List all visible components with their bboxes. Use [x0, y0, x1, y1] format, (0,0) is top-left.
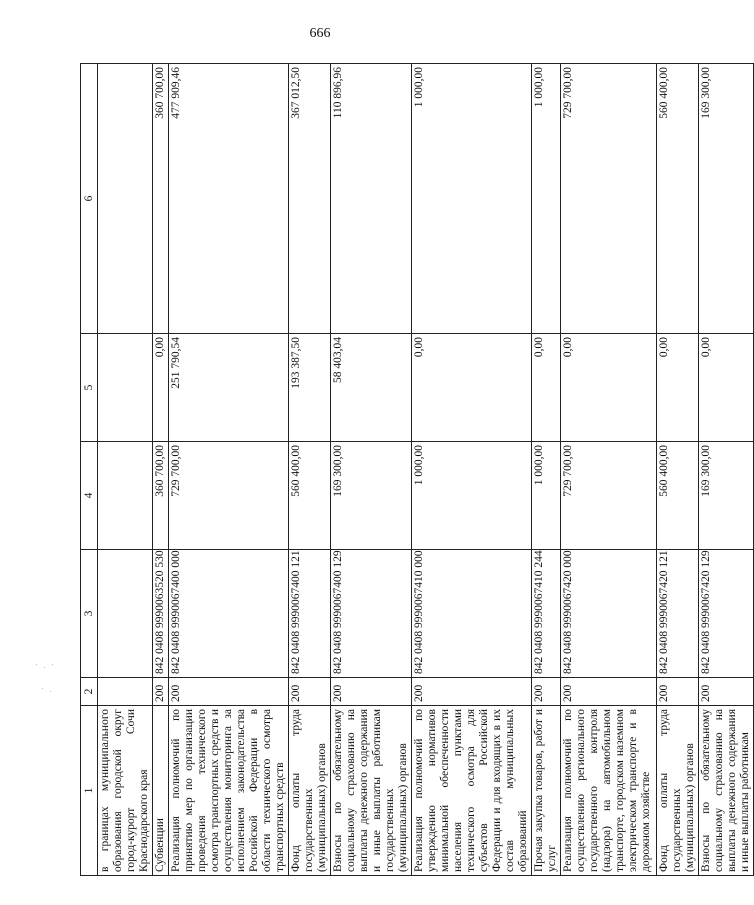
row-value-col6: 729 700,00: [561, 64, 657, 334]
table-row: [98, 64, 153, 876]
row-value-col5: 0,00: [699, 334, 754, 442]
row-value-col4: 360 700,00: [153, 442, 169, 550]
scan-speck: [50, 691, 51, 692]
scan-speck: [44, 667, 45, 668]
row-value-col5: 0,00: [412, 334, 532, 442]
row-value-col4: 1 000,00: [412, 442, 532, 550]
table-row: [699, 64, 754, 876]
row-classification-code: 842 0408 9990067400 121: [289, 550, 331, 678]
table-row: [153, 64, 169, 876]
row-value-col6: 477 909,46: [169, 64, 289, 334]
row-value-col6: 1 000,00: [532, 64, 561, 334]
column-header: 5: [81, 334, 98, 442]
row-admin-code: 200: [532, 678, 561, 706]
column-header: 6: [81, 64, 98, 334]
row-value-col4: 169 300,00: [699, 442, 754, 550]
row-admin-code: 200: [289, 678, 331, 706]
row-classification-code: 842 0408 9990067410 244: [532, 550, 561, 678]
row-value-col6: [98, 64, 153, 334]
table-row: [561, 64, 657, 876]
row-value-col5: 0,00: [657, 334, 699, 442]
column-header: 3: [81, 550, 98, 678]
row-value-col5: [98, 334, 153, 442]
column-header: 2: [81, 678, 98, 706]
rotated-table-area: [80, 64, 751, 876]
row-value-col6: 1 000,00: [412, 64, 532, 334]
row-value-col4: 729 700,00: [561, 442, 657, 550]
table-row: [289, 64, 331, 876]
table-row: [331, 64, 412, 876]
row-description: Реализация полномочий по осуществлению регионального государственного контроля (надзора) на автомобильном транспорте, городском наземном электрическом транспорте и в дорожном хозяйстве: [561, 706, 657, 876]
row-value-col5: 0,00: [532, 334, 561, 442]
table-row: [169, 64, 289, 876]
row-value-col6: 560 400,00: [657, 64, 699, 334]
row-value-col6: 360 700,00: [153, 64, 169, 334]
row-classification-code: 842 0408 9990067410 000: [412, 550, 532, 678]
row-description: Прочая закупка товаров, работ и услуг: [532, 706, 561, 876]
page-number: 666: [309, 26, 331, 41]
budget-table: [80, 63, 754, 876]
row-value-col5: 251 790,54: [169, 334, 289, 442]
row-description: в границах муниципального образования городской округ город-курорт Сочи Краснодарского края: [98, 706, 153, 876]
row-admin-code: 200: [331, 678, 412, 706]
scan-speck: [42, 688, 43, 689]
row-admin-code: 200: [412, 678, 532, 706]
row-classification-code: 842 0408 9990067400 129: [331, 550, 412, 678]
row-value-col4: 560 400,00: [657, 442, 699, 550]
row-admin-code: 200: [153, 678, 169, 706]
row-admin-code: 200: [561, 678, 657, 706]
table-row: [532, 64, 561, 876]
column-header: 4: [81, 442, 98, 550]
row-value-col6: 367 012,50: [289, 64, 331, 334]
row-value-col5: 0,00: [153, 334, 169, 442]
row-description: Взносы по обязательному социальному страхованию на выплаты денежного содержания и иные выплаты работникам: [699, 706, 754, 876]
row-admin-code: 200: [657, 678, 699, 706]
row-classification-code: [98, 550, 153, 678]
row-description: Фонд оплаты труда государственных (муниципальных) органов: [657, 706, 699, 876]
row-value-col4: 729 700,00: [169, 442, 289, 550]
row-admin-code: 200: [169, 678, 289, 706]
table-header-row: [81, 64, 98, 876]
row-classification-code: 842 0408 9990063520 530: [153, 550, 169, 678]
row-description: Реализация полномочий по принятию мер по организации проведения технического осмотра транспортных средств и осуществления мониторинга за исполнением законодательства Российской Федерации в области технического осмотра транспортных средств: [169, 706, 289, 876]
row-description: Реализация полномочий по утверждению нормативов минимальной обеспеченности населения пунктами технического осмотра для субъектов Российской Федерации и для входящих в их состав муниципальных образований: [412, 706, 532, 876]
row-value-col6: 169 300,00: [699, 64, 754, 334]
row-value-col5: 58 403,04: [331, 334, 412, 442]
table-row: [412, 64, 532, 876]
row-description: Взносы по обязательному социальному страхованию на выплаты денежного содержания и иные выплаты работникам государственных (муниципальных) органов: [331, 706, 412, 876]
column-header: 1: [81, 706, 98, 876]
scan-speck: [36, 664, 37, 665]
row-admin-code: 200: [699, 678, 754, 706]
row-value-col4: 1 000,00: [532, 442, 561, 550]
row-classification-code: 842 0408 9990067420 129: [699, 550, 754, 678]
row-admin-code: [98, 678, 153, 706]
row-value-col4: 560 400,00: [289, 442, 331, 550]
row-classification-code: 842 0408 9990067420 000: [561, 550, 657, 678]
row-value-col5: 193 387,50: [289, 334, 331, 442]
row-classification-code: 842 0408 9990067400 000: [169, 550, 289, 678]
row-description: Субвенции: [153, 706, 169, 876]
row-value-col5: 0,00: [561, 334, 657, 442]
row-value-col4: 169 300,00: [331, 442, 412, 550]
table-row: [657, 64, 699, 876]
scan-speck: [52, 664, 53, 665]
row-value-col4: [98, 442, 153, 550]
row-value-col6: 110 896,96: [331, 64, 412, 334]
row-description: Фонд оплаты труда государственных (муниципальных) органов: [289, 706, 331, 876]
row-classification-code: 842 0408 9990067420 121: [657, 550, 699, 678]
